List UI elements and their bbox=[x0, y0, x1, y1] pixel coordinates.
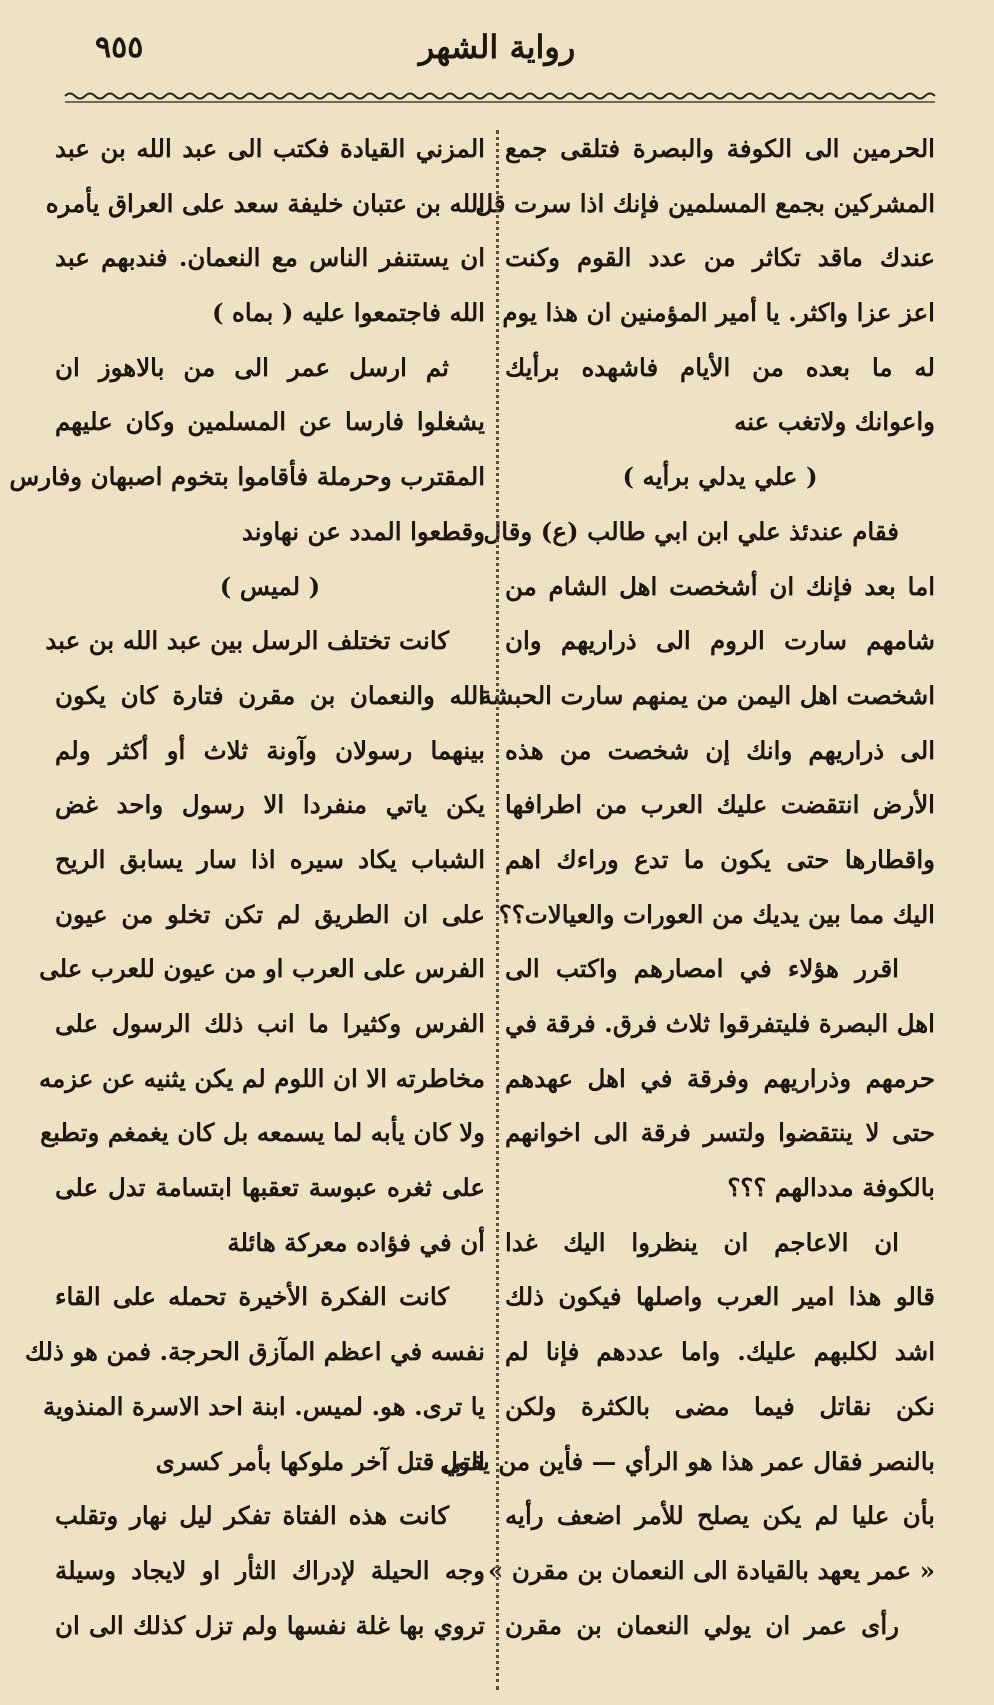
column-divider bbox=[496, 130, 499, 1690]
text-line: الله فاجتمعوا عليه ( بماه ) bbox=[211, 298, 485, 328]
text-line: اقرر هؤلاء في امصارهم واكتب الى bbox=[505, 954, 899, 984]
text-line: على ان الطريق لم تكن تخلو من عيون bbox=[55, 899, 485, 929]
text-line: مخاطرته الا ان اللوم لم يكن يثنيه عن عزمه bbox=[39, 1063, 485, 1093]
text-line: الله بن عتبان خليفة سعد على العراق يأمره bbox=[45, 188, 485, 218]
text-line: وجه الحيلة لإدراك الثأر او لايجاد وسيلة bbox=[55, 1555, 485, 1585]
text-line: الفرس وكثيرا ما انب ذلك الرسول على bbox=[55, 1009, 485, 1038]
text-line: اشخصت اهل اليمن من يمنهم سارت الحبشة bbox=[479, 680, 935, 710]
text-line: على ثغره عبوسة تعقبها ابتسامة تدل على bbox=[55, 1173, 485, 1203]
text-line: اليك مما بين يديك من العورات والعيالات؟؟ bbox=[498, 899, 935, 929]
text-line: الشباب يكاد سيره اذا سار يسابق الريح bbox=[55, 844, 485, 874]
text-line: اعز عزا واكثر. يا أمير المؤمنين ان هذا يوم bbox=[502, 298, 935, 328]
text-line: حتى لا ينتقضوا ولتسر فرقة الى اخوانهم bbox=[505, 1118, 935, 1148]
section-heading: ( علي يدلي برأيه ) bbox=[622, 462, 818, 492]
text-line: نكن نقاتل فيما مضى بالكثرة ولكن bbox=[505, 1391, 935, 1421]
text-line: كانت الفكرة الأخيرة تحمله على القاء bbox=[55, 1282, 449, 1312]
text-line: أن في فؤاده معركة هائلة bbox=[227, 1227, 485, 1257]
text-line: قالو هذا امير العرب واصلها فيكون ذلك bbox=[505, 1282, 935, 1312]
section-heading: « عمر يعهد بالقيادة الى النعمان بن مقرن » bbox=[488, 1555, 935, 1585]
left-text-column bbox=[9, 122, 485, 1653]
text-line: المقترب وحرملة فأقاموا بتخوم اصبهان وفارس bbox=[9, 462, 485, 492]
text-line: بالنصر فقال عمر هذا هو الرأي — فأين من يقول bbox=[440, 1446, 935, 1476]
text-line: بالكوفة مددالهم ؟؟؟ bbox=[727, 1173, 935, 1203]
text-line: اهل البصرة فليتفرقوا ثلاث فرق. فرقة في bbox=[505, 1009, 935, 1038]
text-line: ولا كان يأبه لما يسمعه بل كان يغمغم وتطبع bbox=[40, 1118, 485, 1148]
text-line: تروي بها غلة نفسها ولم تزل كذلك الى ان bbox=[55, 1610, 485, 1640]
text-line: يا ترى. هو. لميس. ابنة احد الاسرة المنذوية bbox=[42, 1391, 485, 1421]
text-line: الى ذراريهم وانك إن شخصت من هذه bbox=[505, 735, 935, 765]
text-line: حرمهم وذراريهم وفرقة في اهل عهدهم bbox=[505, 1063, 935, 1093]
text-line: كانت هذه الفتاة تفكر ليل نهار وتقلب bbox=[55, 1501, 449, 1531]
text-line: بينهما رسولان وآونة ثلاث أو أكثر ولم bbox=[55, 735, 485, 765]
text-line: واعوانك ولاتغب عنه bbox=[734, 407, 935, 437]
text-line: يشغلوا فارسا عن المسلمين وكان عليهم bbox=[55, 407, 485, 437]
text-line: اما بعد فإنك ان أشخصت اهل الشام من bbox=[505, 571, 935, 601]
text-line: كانت تختلف الرسل بين عبد الله بن عبد bbox=[45, 626, 449, 656]
text-line: المشركين بجمع المسلمين فإنك اذا سرت قل bbox=[475, 188, 935, 218]
text-line: الحرمين الى الكوفة والبصرة فتلقى جمع bbox=[505, 134, 935, 163]
right-text-column bbox=[440, 122, 935, 1653]
text-line: المزني القيادة فكتب الى عبد الله بن عبد bbox=[55, 134, 485, 163]
text-line: ان يستنفر الناس مع النعمان. فندبهم عبد bbox=[55, 243, 485, 273]
text-line: الفرس على العرب او من عيون للعرب على bbox=[39, 954, 485, 984]
text-line: ان الاعاجم ان ينظروا اليك غدا bbox=[505, 1227, 899, 1257]
header-wavy-rule bbox=[65, 90, 935, 104]
page-number: ٩٥٥ bbox=[95, 30, 144, 65]
text-line: وقطعوا المدد عن نهاوند bbox=[241, 516, 485, 546]
text-line: فقام عندئذ علي ابن ابي طالب (ع) وقال bbox=[483, 516, 899, 546]
running-title: رواية الشهر bbox=[418, 28, 576, 66]
text-line: اشد لكلبهم عليك. واما عددهم فإنا لم bbox=[505, 1337, 935, 1367]
text-line: عندك ماقد تكاثر من عدد القوم وكنت bbox=[505, 243, 935, 273]
text-line: نفسه في اعظم المآزق الحرجة. فمن هو ذلك bbox=[24, 1337, 485, 1367]
text-line: بأن عليا لم يكن يصلح للأمر اضعف رأيه bbox=[505, 1501, 935, 1531]
text-line: الأرض انتقضت عليك العرب من اطرافها bbox=[505, 790, 935, 820]
text-line: يكن ياتي منفردا الا رسول واحد غض bbox=[55, 790, 485, 820]
text-line: واقطارها حتى يكون ما تدع وراءك اهم bbox=[505, 844, 935, 874]
text-line: ثم ارسل عمر الى من بالاهوز ان bbox=[55, 352, 449, 382]
text-line: شامهم سارت الروم الى ذراريهم وان bbox=[505, 626, 935, 656]
text-line: له ما بعده من الأيام فاشهده برأيك bbox=[505, 352, 935, 382]
text-line: التي قتل آخر ملوكها بأمر كسرى bbox=[155, 1446, 485, 1476]
text-line: الله والنعمان بن مقرن فتارة كان يكون bbox=[55, 680, 485, 710]
section-heading: ( لميس ) bbox=[219, 571, 321, 601]
text-line: رأى عمر ان يولي النعمان بن مقرن bbox=[505, 1610, 899, 1640]
